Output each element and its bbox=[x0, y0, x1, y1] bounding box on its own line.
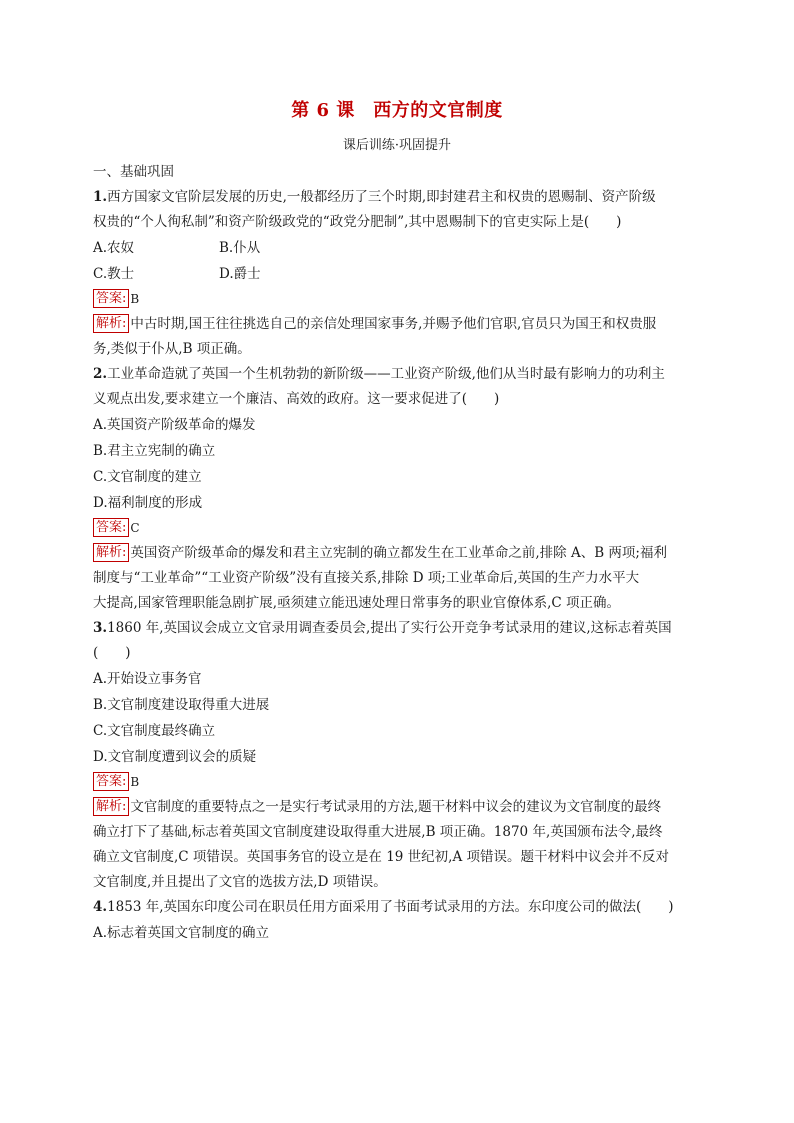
section-heading: 一、基础巩固 bbox=[93, 164, 174, 180]
question-2 bbox=[93, 362, 705, 616]
option-a: A.开始设立事务官 bbox=[93, 671, 202, 687]
question-3 bbox=[93, 616, 705, 895]
question-4 bbox=[93, 895, 705, 946]
analysis-text: 文官制度的重要特点之一是实行考试录用的方法,题干材料中议会的建议为文官制度的最终 bbox=[130, 799, 662, 815]
analysis-line: 制度与“工业革命”“工业资产阶级”没有直接关系,排除 D 项;工业革命后,英国的生产力水平大 bbox=[93, 570, 640, 586]
analysis-line: 确立打下了基础,标志着英国文官制度建设取得重大进展,B 项正确。1870 年,英国颁布法令,最终 bbox=[93, 824, 663, 840]
question-stem-line bbox=[93, 362, 705, 387]
analysis-label: 解析: bbox=[93, 314, 129, 333]
analysis-line: 大提高,国家管理职能急剧扩展,亟须建立能迅速处理日常事务的职业官僚体系,C 项正确。 bbox=[93, 595, 620, 611]
analysis-text: 中古时期,国王往往挑选自己的亲信处理国家事务,并赐予他们官职,官员只为国王和权贵服 bbox=[130, 316, 657, 332]
option-a: A.英国资产阶级革命的爆发 bbox=[93, 417, 256, 433]
option-a: A.农奴 bbox=[93, 240, 135, 256]
answer-line bbox=[93, 287, 705, 312]
option-b: B.仆从 bbox=[219, 240, 261, 256]
question-stem-line: ( ) bbox=[93, 645, 131, 661]
answer-value: C bbox=[130, 521, 140, 535]
option-b: B.君主立宪制的确立 bbox=[93, 443, 216, 459]
question-number: 4. bbox=[93, 899, 108, 915]
answer-label: 答案: bbox=[93, 518, 129, 537]
question-1 bbox=[93, 185, 705, 362]
option-d: D.文官制度遭到议会的质疑 bbox=[93, 749, 257, 765]
question-stem-line bbox=[93, 616, 705, 641]
answer-line bbox=[93, 770, 705, 795]
question-number: 2. bbox=[93, 366, 108, 382]
analysis-line: 文官制度,并且提出了文官的选拔方法,D 项错误。 bbox=[93, 874, 387, 890]
analysis-line bbox=[93, 312, 705, 337]
option-d: D.爵士 bbox=[219, 266, 261, 282]
lesson-subtitle: 课后训练·巩固提升 bbox=[342, 138, 452, 153]
exercise-content bbox=[93, 160, 705, 946]
analysis-line bbox=[93, 795, 705, 820]
option-c: C.教士 bbox=[93, 266, 135, 282]
answer-line bbox=[93, 516, 705, 541]
question-stem-line: 义观点出发,要求建立一个廉洁、高效的政府。这一要求促进了( ) bbox=[93, 391, 500, 407]
answer-value: B bbox=[130, 775, 140, 789]
question-stem-line: 权贵的“个人徇私制”和资产阶级政党的“政党分肥制”,其中恩赐制下的官吏实际上是( ) bbox=[93, 214, 622, 230]
option-d: D.福利制度的形成 bbox=[93, 495, 203, 511]
question-text: 工业革命造就了英国一个生机勃勃的新阶级——工业资产阶级,他们从当时最有影响力的功利主 bbox=[107, 366, 665, 382]
question-text: 西方国家文官阶层发展的历史,一般都经历了三个时期,即封建君主和权贵的恩赐制、资产阶级 bbox=[107, 189, 656, 205]
analysis-line: 确立文官制度,C 项错误。英国事务官的设立是在 19 世纪初,A 项错误。题干材料中议会并不反对 bbox=[93, 849, 670, 865]
question-text: 1853 年,英国东印度公司在职员任用方面采用了书面考试录用的方法。东印度公司的做法( ) bbox=[107, 899, 674, 915]
option-b: B.文官制度建设取得重大进展 bbox=[93, 697, 270, 713]
answer-label: 答案: bbox=[93, 772, 129, 791]
question-number: 3. bbox=[93, 620, 108, 636]
analysis-line bbox=[93, 541, 705, 566]
question-stem-line bbox=[93, 895, 705, 920]
question-number: 1. bbox=[93, 189, 108, 205]
analysis-label: 解析: bbox=[93, 797, 129, 816]
question-text: 1860 年,英国议会成立文官录用调查委员会,提出了实行公开竞争考试录用的建议,这标志着英国 bbox=[107, 620, 672, 636]
answer-label: 答案: bbox=[93, 289, 129, 308]
option-a: A.标志着英国文官制度的确立 bbox=[93, 925, 270, 941]
lesson-title: 第 6 课 西方的文官制度 bbox=[291, 100, 503, 121]
answer-value: B bbox=[130, 292, 140, 306]
option-row bbox=[93, 235, 705, 261]
option-c: C.文官制度最终确立 bbox=[93, 723, 216, 739]
question-stem-line bbox=[93, 185, 705, 210]
option-row bbox=[93, 261, 705, 287]
analysis-line: 务,类似于仆从,B 项正确。 bbox=[93, 341, 251, 357]
analysis-text: 英国资产阶级革命的爆发和君主立宪制的确立都发生在工业革命之前,排除 A、B 两项;福利 bbox=[130, 545, 667, 561]
analysis-label: 解析: bbox=[93, 543, 129, 562]
option-c: C.文官制度的建立 bbox=[93, 469, 202, 485]
